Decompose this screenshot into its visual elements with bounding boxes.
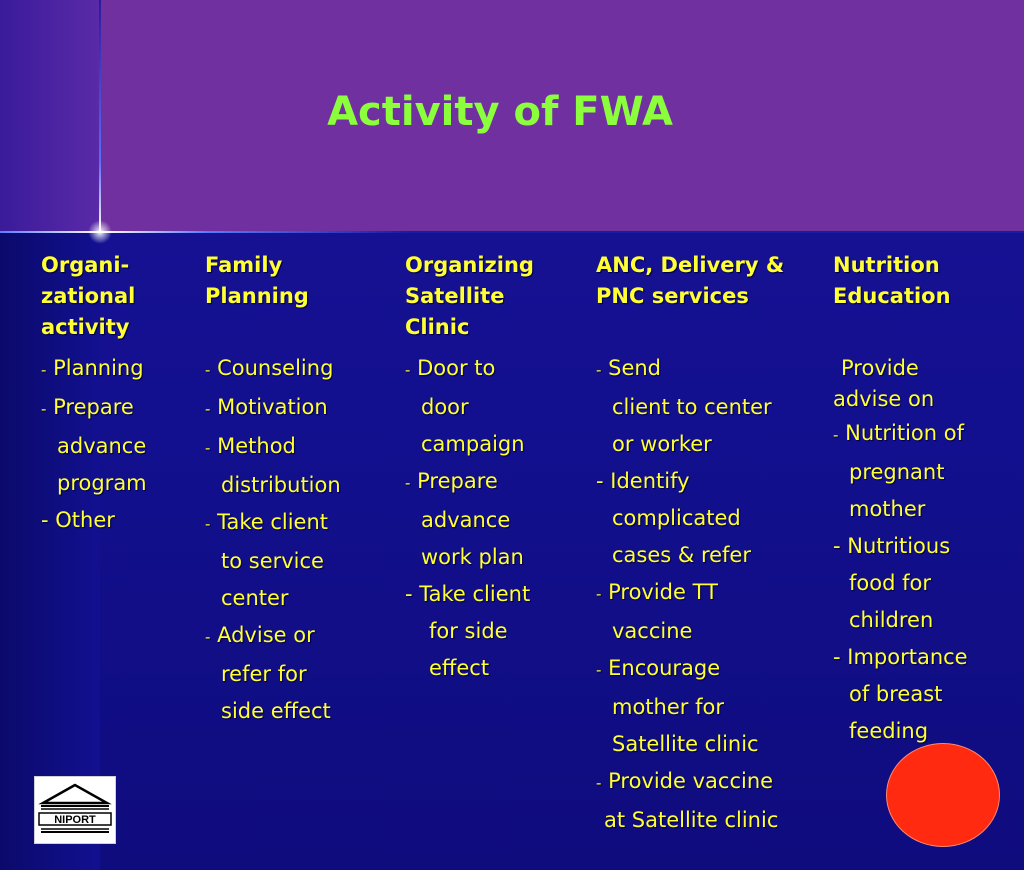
list-item: - Motivation: [205, 395, 328, 419]
column-heading: [41, 250, 191, 350]
list-item: mother: [849, 497, 926, 521]
list-item: - Provide vaccine: [596, 769, 774, 793]
list-item: at Satellite clinic: [604, 808, 779, 832]
list-item: food for: [849, 571, 931, 595]
niport-logo: [34, 776, 116, 844]
column-nutrition-education: [833, 250, 1018, 750]
list-item: advance: [57, 434, 147, 458]
list-item: - Provide TT: [596, 580, 718, 604]
list-item: campaign: [421, 432, 525, 456]
column-anc-delivery-pnc: [596, 250, 826, 839]
column-heading: [205, 250, 395, 350]
heading-line: PNC services: [596, 284, 749, 308]
list-item: for side: [429, 619, 508, 643]
list-item: door: [421, 395, 469, 419]
heading-line: Organizing: [405, 253, 534, 277]
list-item: advance: [421, 508, 511, 532]
list-item: distribution: [221, 473, 341, 497]
list-item: feeding: [849, 719, 929, 743]
list-item: pregnant: [849, 460, 945, 484]
heading-line: Satellite: [405, 284, 505, 308]
heading-line: activity: [41, 315, 130, 339]
list-item: - Take client: [405, 582, 531, 606]
list-item: complicated: [612, 506, 741, 530]
list-item: advise on: [833, 387, 935, 411]
list-item: - Encourage: [596, 656, 721, 680]
column-heading: [833, 250, 1018, 350]
heading-line: Education: [833, 284, 951, 308]
list-item: Provide: [841, 356, 919, 380]
list-item: side effect: [221, 699, 331, 723]
column-heading: [405, 250, 585, 350]
vertical-accent-line: [99, 0, 101, 232]
heading-line: Planning: [205, 284, 309, 308]
slide-header: [0, 0, 1024, 232]
list-item: mother for: [612, 695, 724, 719]
heading-line: Nutrition: [833, 253, 940, 277]
list-item: - Identify: [596, 469, 690, 493]
list-item: - Send: [596, 356, 661, 380]
heading-line: zational: [41, 284, 136, 308]
column-organizational-activity: [41, 250, 191, 539]
list-item: - Other: [41, 508, 115, 532]
list-item: to service: [221, 549, 324, 573]
column-heading: [596, 250, 826, 350]
list-item: program: [57, 471, 147, 495]
list-item: or worker: [612, 432, 712, 456]
list-item: center: [221, 586, 289, 610]
slide-title: Activity of FWA: [327, 89, 673, 135]
list-item: - Planning: [41, 356, 144, 380]
list-item: children: [849, 608, 934, 632]
heading-line: Family: [205, 253, 283, 277]
list-item: - Nutrition of: [833, 421, 964, 445]
list-item: - Counseling: [205, 356, 334, 380]
list-item: effect: [429, 656, 490, 680]
list-item: refer for: [221, 662, 307, 686]
heading-line: Organi-: [41, 253, 130, 277]
list-item: Satellite clinic: [612, 732, 759, 756]
list-item: cases & refer: [612, 543, 751, 567]
heading-line: Clinic: [405, 315, 470, 339]
list-item: work plan: [421, 545, 524, 569]
column-organizing-satellite-clinic: [405, 250, 585, 687]
list-item: of breast: [849, 682, 943, 706]
list-item: - Prepare: [405, 469, 498, 493]
list-item: - Nutritious: [833, 534, 951, 558]
sparkle-glow: [88, 220, 112, 244]
list-item: - Door to: [405, 356, 496, 380]
niport-logo-graphic: [35, 777, 115, 843]
logo-text: NIPORT: [54, 814, 96, 826]
list-item: client to center: [612, 395, 772, 419]
list-item: - Importance: [833, 645, 968, 669]
heading-line: ANC, Delivery &: [596, 253, 785, 277]
list-item: - Prepare: [41, 395, 134, 419]
list-item: vaccine: [612, 619, 693, 643]
list-item: - Method: [205, 434, 296, 458]
list-item: - Take client: [205, 510, 329, 534]
list-item: - Advise or: [205, 623, 315, 647]
column-family-planning: [205, 250, 395, 730]
horizontal-accent-line: [0, 231, 1024, 233]
red-circle-marker: [886, 743, 1000, 847]
